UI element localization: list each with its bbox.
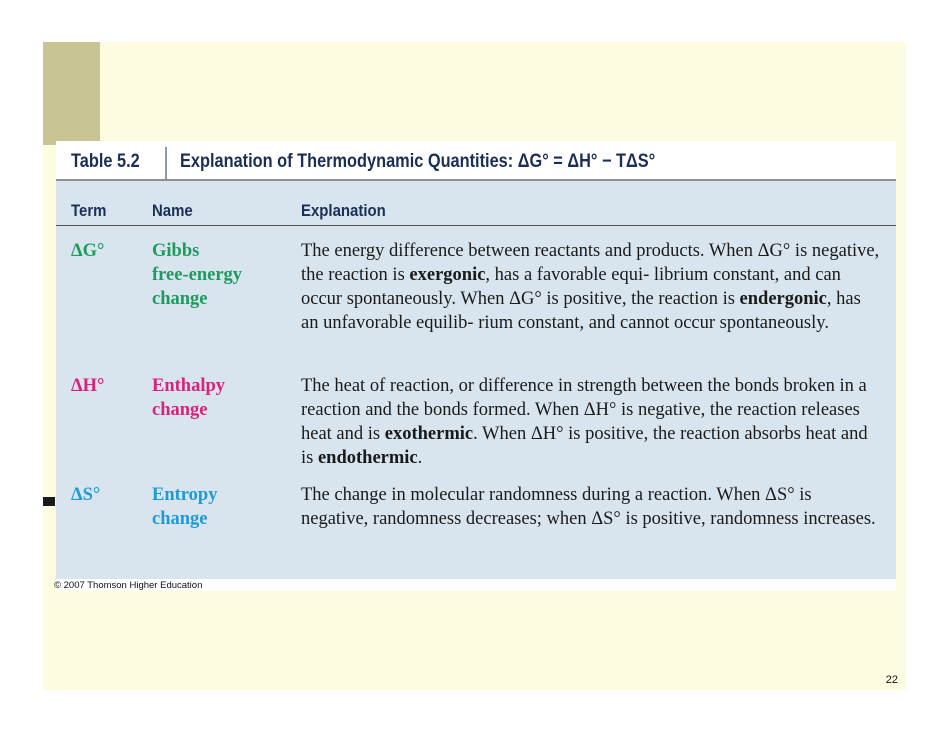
term-delta-g: ΔG° <box>71 241 105 261</box>
accent-bar <box>43 42 100 145</box>
column-header-term: Term <box>71 201 107 220</box>
explanation-enthalpy <box>301 374 881 470</box>
table-number: Table 5.2 <box>71 151 140 172</box>
column-header-explanation: Explanation <box>301 201 386 220</box>
table-title-row <box>56 141 896 179</box>
name-line: Entropy <box>152 485 218 505</box>
name-line: Gibbs <box>152 241 200 261</box>
explanation-text: The energy difference between reactants and products. When ΔG° is negative, the reaction is <box>301 241 880 285</box>
copyright-notice: © 2007 Thomson Higher Education <box>54 580 203 591</box>
name-line: free-energy <box>152 265 243 285</box>
explanation-text: , has a favorable equi- librium constant, and can occur spontaneously. When ΔG° is positive, the reaction is <box>301 265 841 309</box>
term-exergonic: exergonic <box>409 265 486 285</box>
explanation-text: , has an unfavorable equilib- rium constant, and cannot occur spontaneously. <box>301 289 861 333</box>
name-line: Enthalpy <box>152 376 226 396</box>
name-entropy <box>152 483 292 531</box>
explanation-text: . When ΔH° is positive, the reaction absorbs heat and is <box>301 424 868 468</box>
term-delta-s: ΔS° <box>71 485 101 505</box>
name-line: change <box>152 289 208 309</box>
explanation-entropy <box>301 483 881 531</box>
table-panel <box>56 141 896 591</box>
header-rule <box>56 225 896 226</box>
term-exothermic: exothermic <box>384 424 474 444</box>
table-body <box>56 179 896 579</box>
name-line: change <box>152 509 208 529</box>
term-endothermic: endothermic <box>317 448 418 468</box>
column-header-name: Name <box>152 201 193 220</box>
page-number: 22 <box>885 674 898 686</box>
name-gibbs <box>152 239 292 311</box>
left-rule <box>43 497 55 506</box>
name-line: change <box>152 400 208 420</box>
explanation-gibbs <box>301 239 881 335</box>
term-delta-h: ΔH° <box>71 376 105 396</box>
table-title: Explanation of Thermodynamic Quantities: ΔG° = ΔH° − TΔS° <box>180 151 656 172</box>
explanation-text: The change in molecular randomness during a reaction. When ΔS° is negative, randomness decreases; when ΔS° is positive, randomness increases. <box>301 485 876 529</box>
term-endergonic: endergonic <box>739 289 827 309</box>
name-enthalpy <box>152 374 292 422</box>
explanation-text: The heat of reaction, or difference in strength between the bonds broken in a reaction and the bonds formed. When ΔH° is negative, the reaction releases heat and is <box>301 376 867 444</box>
explanation-text: . <box>417 448 423 468</box>
